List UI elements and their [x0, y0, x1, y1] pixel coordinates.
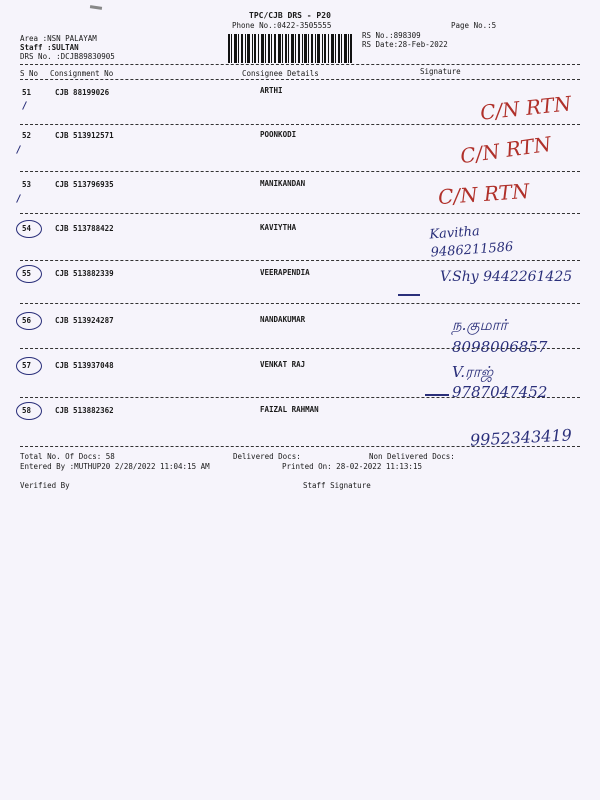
page-number: Page No.:5 — [451, 21, 497, 30]
handwritten-note: ந.குமார் 8098006857 — [452, 316, 548, 356]
phone-number: Phone No.:0422-3505555 — [232, 21, 332, 30]
row-sno: 52 — [22, 131, 32, 140]
row-consignee: FAIZAL RAHMAN — [260, 405, 319, 414]
handwritten-note: C/N RTN — [478, 91, 573, 125]
row-consignee: ARTHI — [260, 86, 283, 95]
column-consignee: Consignee Details — [242, 69, 319, 78]
printed-on: Printed On: 28-02-2022 11:13:15 — [282, 462, 422, 471]
row-consignment: CJB 513788422 — [55, 224, 114, 233]
dash-stroke — [398, 294, 420, 296]
row-sno: 54 — [22, 224, 32, 233]
row-consignment: CJB 513796935 — [55, 180, 114, 189]
handwritten-note: C/N RTN — [458, 131, 553, 169]
handwritten-note: V.ராஜ் 9787047452 — [452, 363, 548, 401]
handwritten-note: V.Shy 9442261425 — [440, 269, 573, 285]
tick-mark — [22, 101, 27, 110]
entered-by: Entered By :MUTHUP20 2/28/2022 11:04:15 AM — [20, 462, 210, 471]
drs-number: DRS No. :DCJB89830905 — [20, 52, 115, 61]
row-consignment: CJB 513912571 — [55, 131, 114, 140]
row-consignee: VEERAPENDIA — [260, 268, 310, 277]
rs-date: RS Date:28-Feb-2022 — [362, 40, 448, 49]
row-divider — [20, 124, 580, 125]
row-consignment: CJB 88199026 — [55, 88, 110, 97]
header-divider-bottom — [20, 79, 580, 80]
row-divider — [20, 348, 580, 349]
row-sno: 56 — [22, 316, 32, 325]
verified-by: Verified By — [20, 481, 70, 490]
row-sno: 55 — [22, 269, 32, 278]
handwritten-note: 9952343419 — [469, 425, 573, 450]
row-divider — [20, 171, 580, 172]
row-divider — [20, 397, 580, 398]
handwritten-note: Kavitha 9486211586 — [428, 224, 514, 261]
row-sno: 58 — [22, 406, 32, 415]
row-consignee: POONKODI — [260, 130, 297, 139]
row-divider — [20, 303, 580, 304]
rs-number: RS No.:898309 — [362, 31, 421, 40]
total-docs: Total No. Of Docs: 58 — [20, 452, 115, 461]
row-consignee: VENKAT RAJ — [260, 360, 306, 369]
tick-mark — [16, 194, 21, 203]
header-divider-top — [20, 64, 580, 65]
row-consignment: CJB 513937048 — [55, 361, 114, 370]
staff-label: Staff :SULTAN — [20, 43, 79, 52]
staff-signature: Staff Signature — [303, 481, 371, 490]
row-divider — [20, 260, 580, 261]
row-sno: 53 — [22, 180, 32, 189]
column-sno: S No — [20, 69, 39, 78]
punch-mark — [90, 5, 102, 10]
area-label: Area :NSN PALAYAM — [20, 34, 97, 43]
column-consignment: Consignment No — [50, 69, 114, 78]
tick-mark — [16, 145, 21, 154]
row-consignee: MANIKANDAN — [260, 179, 306, 188]
row-consignee: KAVIYTHA — [260, 223, 297, 232]
row-divider — [20, 446, 580, 447]
column-signature: Signature — [420, 67, 461, 76]
row-sno: 51 — [22, 88, 32, 97]
document-title: TPC/CJB DRS - P20 — [249, 11, 331, 20]
row-consignment: CJB 513882339 — [55, 269, 114, 278]
non-delivered-docs: Non Delivered Docs: — [369, 452, 455, 461]
dash-stroke — [425, 394, 449, 396]
row-consignee: NANDAKUMAR — [260, 315, 306, 324]
row-consignment: CJB 513882362 — [55, 406, 114, 415]
row-divider — [20, 213, 580, 214]
row-consignment: CJB 513924287 — [55, 316, 114, 325]
row-sno: 57 — [22, 361, 32, 370]
handwritten-note: C/N RTN — [437, 178, 531, 210]
barcode — [228, 34, 352, 63]
delivered-docs: Delivered Docs: — [233, 452, 301, 461]
